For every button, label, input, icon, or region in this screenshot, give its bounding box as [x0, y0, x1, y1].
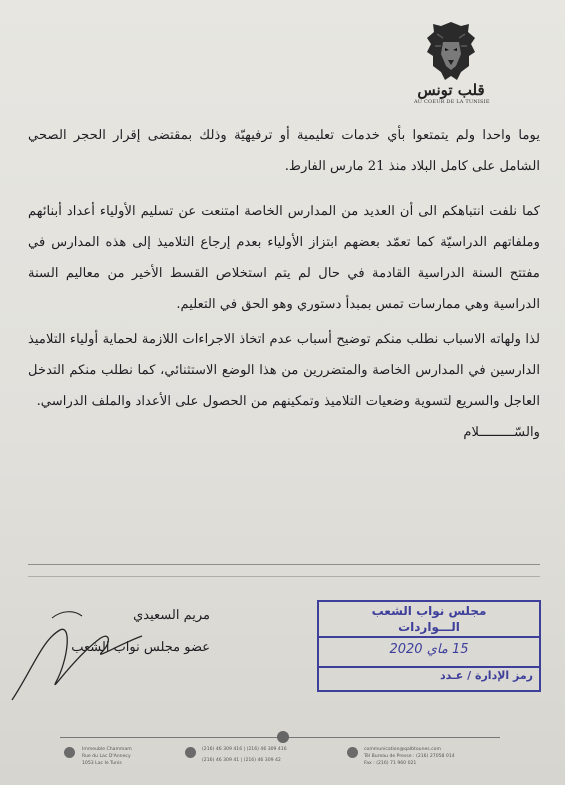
divider-line — [28, 564, 540, 565]
closing-salutation: والسّـــــــــلام — [463, 425, 540, 440]
party-logo — [414, 20, 488, 114]
stamp-title: مجلس نواب الشعب — [371, 604, 487, 618]
divider-line — [28, 576, 540, 577]
emblem-icon — [277, 731, 289, 743]
stamp-subtitle: الـــواردات — [398, 620, 460, 634]
paragraph-3: لذا ولهاته الاسباب نطلب منكم توضيح أسباب عدم اتخاذ الاجراءات اللازمة لحماية أولياء التلاميذ الدارسين في المدارس الخاصة والمتضررين من هذا الوضع الاستثنائي، كما نطلب منكم التدخل العاجل والسريع لتسوية وضعيات التلاميذ وتمكينهم من الحصول على الأعداد والملف الدراسي. — [28, 332, 540, 409]
stamp-reference: رمز الإدارة / عـدد — [440, 669, 533, 682]
logo-french-text: AU COEUR DE LA TUNISIE — [414, 99, 490, 105]
phone-icon — [185, 747, 196, 758]
location-icon — [64, 747, 75, 758]
handwritten-signature — [2, 600, 152, 710]
signature-block — [60, 604, 210, 660]
footer-phones: (216) 46 309 416 | (216) 46 309 416 (216) 46 309 41 | (216) 46 309 42 — [202, 747, 287, 763]
paragraph-2: كما نلفت انتباهكم الى أن العديد من المدارس الخاصة امتنعت عن تسليم الأولياء أعداد أبنائهم وملفاتهم الدراسيّة كما تعمّد بعضهم ابتزاز الأولياء بعدم إرجاع التلاميذ إلى هذه المدارس في مفتتح السنة الدراسية القادمة في حال لم يتم استخلاص القسط الأخير من معاليم السنة الدراسية وهي ممارسات تمس بمبدأ دستوري وهو الحق في التعليم. — [28, 204, 540, 312]
reception-stamp — [317, 600, 541, 692]
mail-icon — [347, 747, 358, 758]
letter-body — [28, 120, 540, 448]
logo-arabic-text: قلب تونس — [417, 81, 485, 99]
lion-head-icon — [423, 20, 479, 82]
footer-contact: communication@qalbtounes.com Tél Bureau de Presse : (216) 27058 014 Fax : (216) 71 960 021 — [364, 747, 455, 766]
signatory-role: عضو مجلس نواب الشعب — [71, 640, 210, 655]
footer-address: Immeuble Chammam Rue du Lac D'Annecy 1053 Lac Ie Tunis — [82, 747, 132, 766]
footer — [0, 746, 565, 776]
signatory-name: مريم السعيدي — [133, 608, 210, 623]
paragraph-1: يوما واحدا ولم يتمتعوا بأي خدمات تعليمية أو ترفيهيّة وذلك بمقتضى إقرار الحجر الصحي الشامل على كامل البلاد منذ 21 مارس الفارط. — [28, 128, 540, 174]
stamp-date: 15 ماي 2020 — [389, 642, 469, 657]
